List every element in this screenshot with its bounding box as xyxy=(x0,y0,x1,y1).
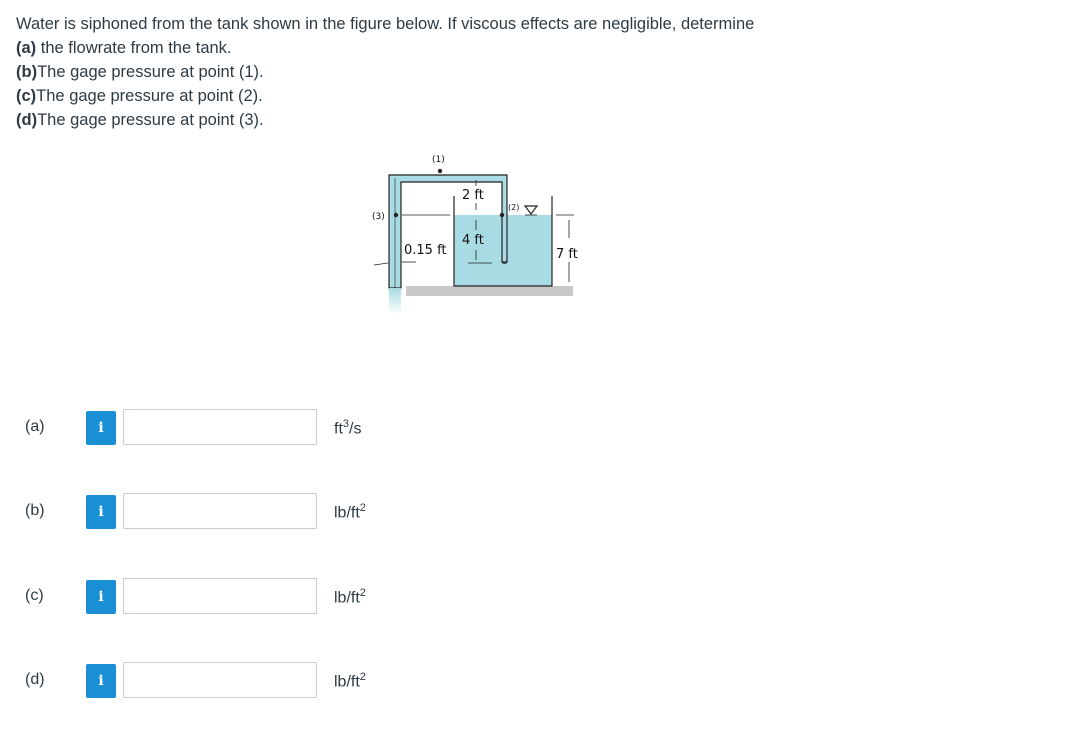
info-button[interactable] xyxy=(86,495,116,529)
question-text xyxy=(16,12,916,132)
water-level-symbol xyxy=(525,206,537,214)
unit-exponent: 2 xyxy=(359,502,366,514)
floor xyxy=(406,286,573,296)
dimension-7ft: 7 ft xyxy=(556,247,578,262)
unit-exponent: 2 xyxy=(359,671,366,683)
outlet-jet xyxy=(389,288,401,314)
answer-row-d xyxy=(0,662,600,700)
answer-input-b[interactable] xyxy=(123,493,317,529)
siphon-tank-figure xyxy=(368,150,583,320)
answer-input-a[interactable] xyxy=(123,409,317,445)
part-text: The gage pressure at point (2). xyxy=(36,87,263,105)
question-part-b xyxy=(16,60,916,84)
answer-label: (b) xyxy=(25,502,45,519)
unit-suffix: /s xyxy=(349,420,362,438)
info-icon: i xyxy=(98,589,104,605)
info-icon: i xyxy=(98,420,104,436)
unit-base: lb/ft xyxy=(334,589,360,607)
unit-label xyxy=(334,418,361,438)
unit-exponent: 2 xyxy=(359,587,366,599)
answer-label: (c) xyxy=(25,587,44,604)
siphon-diagram xyxy=(368,150,583,320)
point-2-marker xyxy=(500,213,504,217)
info-button[interactable] xyxy=(86,580,116,614)
question-part-c xyxy=(16,84,916,108)
question-part-a xyxy=(16,36,916,60)
answer-row-a xyxy=(0,409,600,447)
answer-label: (d) xyxy=(25,671,45,688)
part-text: the flowrate from the tank. xyxy=(36,39,232,57)
answer-row-c xyxy=(0,578,600,616)
dimension-2ft: 2 ft xyxy=(462,188,484,203)
part-label: (a) xyxy=(16,39,37,57)
part-label: (c) xyxy=(16,87,37,105)
answer-row-b xyxy=(0,493,600,531)
unit-label xyxy=(334,502,366,522)
part-text: The gage pressure at point (1). xyxy=(37,63,264,81)
dimension-4ft: 4 ft xyxy=(462,233,484,248)
unit-base: lb/ft xyxy=(334,673,360,691)
part-label: (d) xyxy=(16,111,38,129)
question-intro: Water is siphoned from the tank shown in the figure below. If viscous effects are negligible, determine xyxy=(16,15,755,33)
dimension-0.15ft: 0.15 ft xyxy=(404,243,447,258)
info-button[interactable] xyxy=(86,664,116,698)
point-3-label: (3) xyxy=(372,212,385,222)
part-text: The gage pressure at point (3). xyxy=(37,111,264,129)
info-button[interactable] xyxy=(86,411,116,445)
answer-input-d[interactable] xyxy=(123,662,317,698)
part-label: (b) xyxy=(16,63,38,81)
question-part-d xyxy=(16,108,916,132)
unit-label xyxy=(334,671,366,691)
answer-label: (a) xyxy=(25,418,45,435)
unit-base: lb/ft xyxy=(334,504,360,522)
point-1-label: (1) xyxy=(432,155,445,165)
info-icon: i xyxy=(98,673,104,689)
answer-input-c[interactable] xyxy=(123,578,317,614)
point-3-marker xyxy=(394,213,398,217)
info-icon: i xyxy=(98,504,104,520)
unit-label xyxy=(334,587,366,607)
point-1-marker xyxy=(438,169,442,173)
unit-exponent: 3 xyxy=(342,418,350,430)
unit-base: ft xyxy=(334,420,343,438)
point-2-label: (2) xyxy=(508,203,520,212)
